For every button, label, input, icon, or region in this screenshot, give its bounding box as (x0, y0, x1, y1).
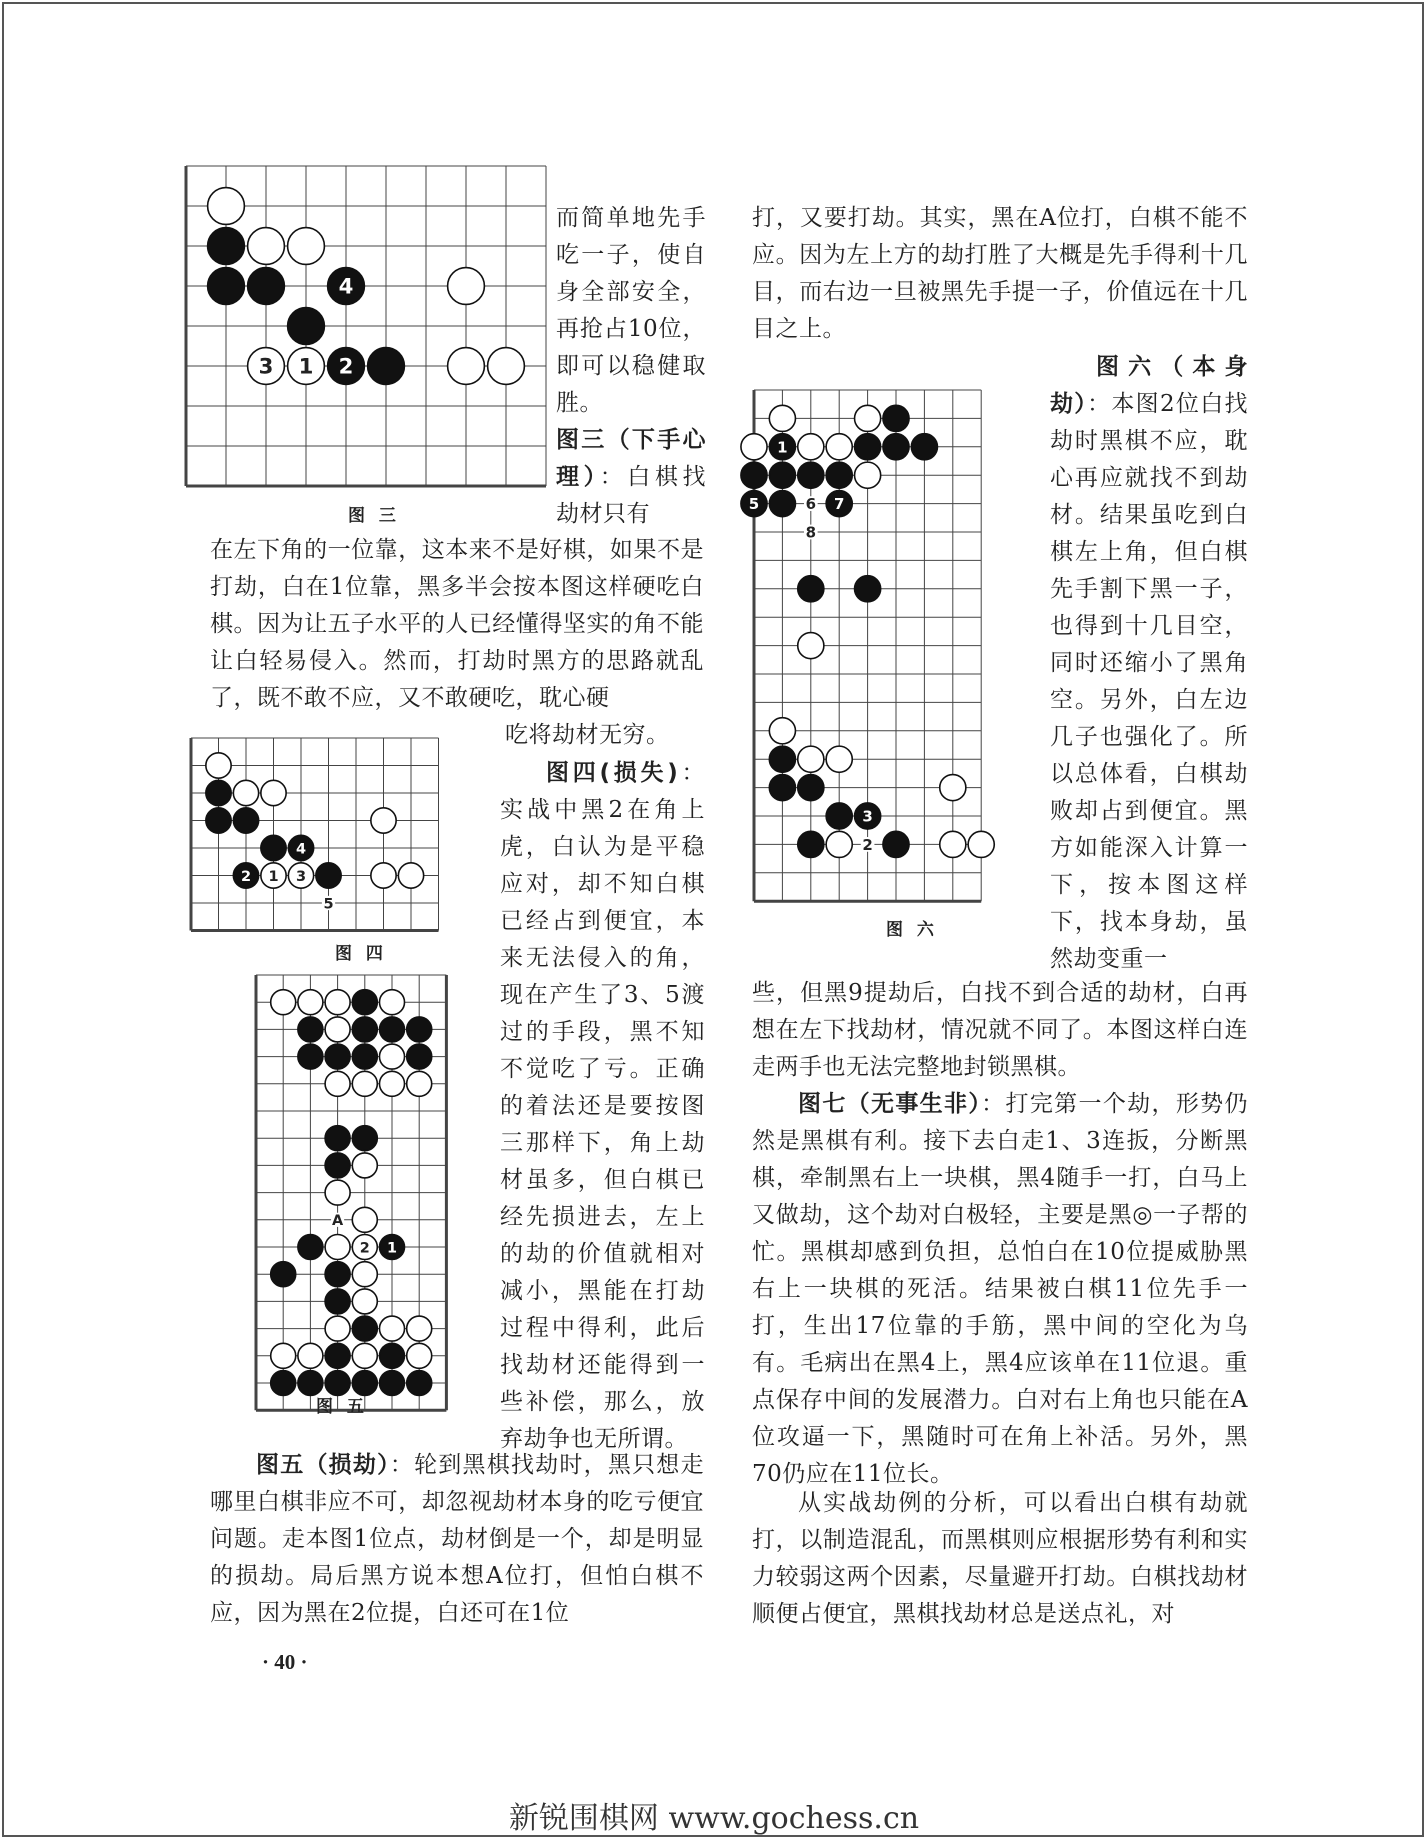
white-stone (940, 775, 966, 801)
figure-6-caption: 图 六 (886, 920, 938, 940)
figure-7-body: ：打完第一个劫，形势仍然是黑棋有利。接下去白走1、3连扳，分断黑棋，牵制黑右上一块棋，黑4随手一打，白马上又做劫，这个劫对白极轻，主要是黑◎一子帮的忙。黑棋却感到负担，总怕白在10位提威胁黑右上一块棋的死活。结果被白棋11位先手一打，生出17位靠的手筋，黑中间的空化为乌有。毛病出在黑4上，黑4应该单在11位退。重点保存中间的发展潜力。白对右上角也只能在A位攻逼一下，黑随时可在角上补活。另外，黑70仍应在11位长。 (752, 1091, 1249, 1487)
move-number-label: 2 (240, 868, 252, 885)
white-stone (798, 434, 824, 460)
white-stone (741, 434, 767, 460)
figure-3-side-text: 而简单地先手吃一子，使自身全部安全，再抢占10位，即可以稳健取胜。 (556, 205, 706, 416)
black-stone (741, 462, 767, 488)
figure-5-heading: 图五（损劫） (256, 1452, 390, 1478)
black-stone (798, 576, 824, 602)
move-number-label: 1 (777, 438, 788, 457)
figure-6-side-body: ：本图2位白找劫时黑棋不应，耽心再应就找不到劫材。结果虽吃到白棋左上角，但白棋先手割下黑一子，也得到十几目空，同时还缩小了黑角空。另外，白左边几子也强化了。所以总体看，白棋劫败却占到便宜。黑方如能深入计算一下，按本图这样下，找本身劫，虽然劫变重一 (1050, 391, 1248, 972)
move-number-label: 5 (323, 896, 334, 913)
figure-6-heading: 图六（本身劫） (1050, 354, 1248, 417)
final-paragraph: 从实战劫例的分析，可以看出白棋有劫就打，以制造混乱，而黑棋则应根据形势有利和实力较弱这两个因素，尽量避开打劫。白棋找劫材顺便占便宜，黑棋找劫材总是送点礼，对 (752, 1490, 1248, 1627)
figure-6-body: 些，但黑9提劫后，白找不到合适的劫材，白再想在左下找劫材，情况就不同了。本图这样白连走两手也无法完整地封锁黑棋。 (752, 980, 1248, 1080)
column-2-top-text: 打，又要打劫。其实，黑在A位打，白棋不能不应。因为左上方的劫打胜了大概是先手得利十几目，而右边一旦被黑先手提一子，价值远在十几目之上。 (752, 205, 1248, 342)
white-stone (798, 633, 824, 659)
move-number-label: 8 (805, 523, 817, 542)
black-stone (911, 434, 937, 460)
figure-3-caption: 图 三 (348, 506, 400, 526)
black-stone (798, 775, 824, 801)
move-number-label: 6 (805, 495, 817, 514)
move-number-label: 1 (268, 868, 279, 885)
figure-5-body: ：轮到黑棋找劫时，黑只想走哪里白棋非应不可，却忽视劫材本身的吃亏便宜问题。走本图1位点，劫材倒是一个，却是明显的损劫。局后黑方说本想A位打，但怕白棋不应，因为黑在2位提，白还可在1位 (210, 1452, 705, 1626)
move-number-label: 2 (338, 353, 354, 379)
move-number-label: A (332, 1213, 344, 1230)
move-number-label: 7 (833, 495, 845, 514)
move-number-label: 5 (748, 495, 760, 514)
black-stone (769, 746, 795, 772)
black-stone (826, 462, 852, 488)
site-watermark: 新锐围棋网 www.gochess.cn (508, 1801, 920, 1836)
white-stone (855, 462, 881, 488)
move-number-label: 2 (862, 835, 873, 854)
move-number-label: 4 (338, 273, 354, 299)
black-stone (883, 405, 909, 431)
move-number-label: 3 (862, 807, 873, 826)
black-stone (826, 803, 852, 829)
figure-3-heading: 图三（下手心理） (556, 427, 706, 490)
move-number-label: 4 (295, 841, 307, 858)
white-stone (826, 831, 852, 857)
figure-3-body: 在左下角的一位靠，这本来不是好棋，如果不是打劫，白在1位靠，黑多半会按本图这样硬吃白棋。因为让五子水平的人已经懂得坚实的角不能让白轻易侵入。然而，打劫时黑方的思路就乱了，既不敢不应，又不敢硬吃，耽心硬 (210, 537, 704, 711)
black-stone (798, 831, 824, 857)
figure-4-body: ：实战中黑2在角上虎，白认为是平稳应对，却不知白棋已经占到便宜，本来无法侵入的角，现在产生了3、5渡过的手段，黑不知不觉吃了亏。正确的着法还是要按图三那样下，角上劫材虽多，但白棋已经先损进去，左上的劫的价值就相对减小，黑能在打劫过程中得利，此后找劫材还能得到一些补偿，那么，放弃劫争也无所谓。 (500, 760, 705, 1452)
white-stone (826, 746, 852, 772)
black-stone (855, 434, 881, 460)
white-stone (968, 831, 994, 857)
figure-5-caption: 图 五 (316, 1397, 368, 1417)
figure-3-body-tail: 吃将劫材无穷。 (505, 722, 670, 748)
black-stone (883, 434, 909, 460)
move-number-label: 2 (359, 1240, 370, 1257)
figure-4-heading: 图四(损失) (546, 760, 679, 786)
figure-7-text (752, 1086, 1248, 1493)
white-stone (769, 718, 795, 744)
move-number-label: 1 (298, 353, 314, 379)
black-stone (883, 831, 909, 857)
black-stone (798, 462, 824, 488)
figure-4-caption: 图 四 (335, 944, 387, 964)
white-stone (769, 405, 795, 431)
white-stone (798, 746, 824, 772)
page-number: · 40 · (262, 1650, 308, 1674)
figure-7-heading: 图七（无事生非） (798, 1091, 982, 1117)
move-number-label: 3 (295, 868, 307, 885)
move-number-label: 1 (386, 1240, 398, 1257)
white-stone (826, 434, 852, 460)
white-stone (940, 831, 966, 857)
figure-6-side-text (1050, 349, 1248, 978)
white-stone (855, 405, 881, 431)
black-stone (769, 491, 795, 517)
figure-3-side-text-2: ：白棋找劫材只有 (556, 464, 707, 527)
move-number-label: 3 (258, 353, 274, 379)
black-stone (769, 462, 795, 488)
black-stone (769, 775, 795, 801)
black-stone (855, 576, 881, 602)
